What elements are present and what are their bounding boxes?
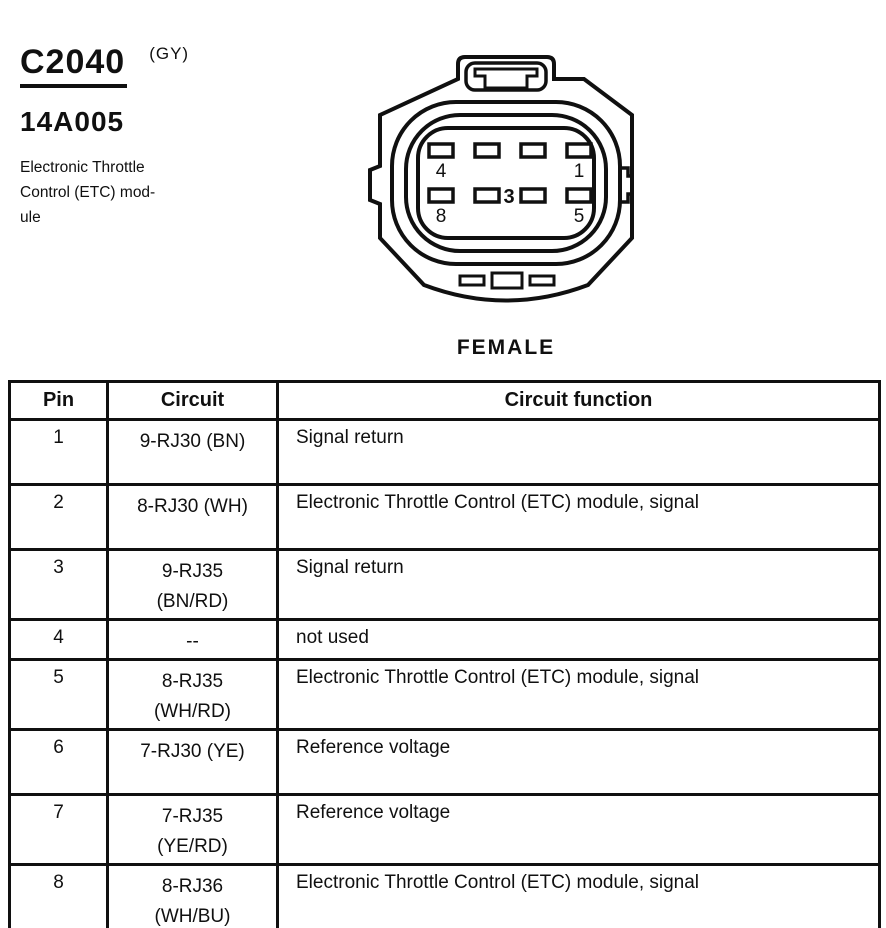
circuit-function-cell	[278, 485, 880, 550]
bottom-index-slot-right	[530, 276, 554, 285]
circuit-function-text: not used	[296, 627, 369, 648]
connector-id: C2040	[20, 45, 127, 88]
pin-number-cell	[10, 550, 108, 620]
table-row	[10, 795, 880, 865]
description-line: ule	[20, 209, 41, 226]
bottom-index-slot-left	[460, 276, 484, 285]
circuit-cell	[108, 550, 278, 620]
pin-3-slot	[475, 144, 499, 157]
part-number: 14A005	[20, 106, 125, 137]
bottom-index-slot-center	[492, 273, 522, 288]
circuit-function-column-header: Circuit function	[278, 382, 880, 420]
pin-7-slot	[475, 189, 499, 202]
circuit-code: 8-RJ35	[161, 671, 224, 692]
pin-number-8: 8	[435, 206, 447, 227]
pin-number-4: 4	[435, 161, 447, 182]
circuit-cell	[108, 865, 278, 928]
pin-number-cell	[10, 730, 108, 795]
description-line: Electronic Throttle	[20, 159, 145, 176]
circuit-function-text: Electronic Throttle Control (ETC) module, signal	[296, 872, 700, 893]
circuit-wire-color: (BN/RD)	[156, 591, 229, 612]
circuit-wire-color: (WH/BU)	[154, 906, 231, 927]
circuit-cell	[108, 730, 278, 795]
pin-2-slot	[521, 144, 545, 157]
pinout-table	[8, 380, 881, 928]
circuit-function-cell	[278, 550, 880, 620]
pin-number-3: 3	[503, 186, 515, 208]
pin-number-value: 6	[53, 737, 64, 758]
circuit-function-cell	[278, 795, 880, 865]
circuit-cell	[108, 485, 278, 550]
circuit-function-cell	[278, 420, 880, 485]
circuit-wire-color: (YE/RD)	[157, 836, 228, 857]
pin-number-value: 2	[53, 492, 64, 513]
pin-4-slot	[429, 144, 453, 157]
description-line: Control (ETC) mod-	[20, 184, 156, 201]
table-row	[10, 550, 880, 620]
pin-number-cell	[10, 420, 108, 485]
pin-1-slot	[567, 144, 591, 157]
circuit-function-text: Reference voltage	[296, 737, 451, 758]
circuit-function-text: Signal return	[296, 557, 404, 578]
circuit-wire-color: (WH/RD)	[153, 701, 232, 722]
circuit-code: --	[186, 631, 199, 652]
circuit-cell	[108, 660, 278, 730]
pin-number-value: 3	[53, 557, 64, 578]
pin-column-header: Pin	[10, 382, 108, 420]
pin-table-body	[10, 420, 880, 928]
pin-number-cell	[10, 795, 108, 865]
pin-number-value: 4	[53, 627, 64, 648]
table-row	[10, 420, 880, 485]
pinout-table-head	[10, 382, 880, 420]
circuit-function-text: Reference voltage	[296, 802, 451, 823]
pin-number-value: 8	[53, 872, 64, 893]
table-row	[10, 660, 880, 730]
circuit-code: 7-RJ30 (YE)	[140, 741, 245, 762]
pin-6-slot	[521, 189, 545, 202]
pin-number-value: 5	[53, 667, 64, 688]
circuit-code: 8-RJ36	[161, 876, 224, 897]
circuit-function-cell	[278, 620, 880, 660]
pin-number-value: 7	[53, 802, 64, 823]
table-row	[10, 620, 880, 660]
circuit-function-text: Electronic Throttle Control (ETC) module, signal	[296, 667, 700, 688]
pin-number-cell	[10, 620, 108, 660]
pin-number-value: 1	[53, 427, 64, 448]
circuit-code: 9-RJ30 (BN)	[139, 431, 246, 452]
circuit-function-text: Electronic Throttle Control (ETC) module, signal	[296, 492, 700, 513]
pin-8-slot	[429, 189, 453, 202]
pin-number-cell	[10, 485, 108, 550]
circuit-code: 9-RJ35	[161, 561, 224, 582]
pin-number-cell	[10, 660, 108, 730]
pin-number-5: 5	[573, 206, 585, 227]
header-row	[10, 382, 880, 420]
circuit-column-header: Circuit	[108, 382, 278, 420]
pin-number-cell	[10, 865, 108, 928]
circuit-code: 8-RJ30 (WH)	[137, 496, 248, 517]
connector-header	[20, 44, 189, 88]
connector-color-code: (GY)	[149, 44, 190, 63]
connector-gender-label: FEMALE	[456, 336, 556, 359]
table-row	[10, 485, 880, 550]
connector-face-diagram	[356, 48, 656, 336]
circuit-function-cell	[278, 865, 880, 928]
circuit-cell	[108, 795, 278, 865]
circuit-code: 7-RJ35	[161, 806, 224, 827]
circuit-cell	[108, 420, 278, 485]
circuit-function-cell	[278, 660, 880, 730]
circuit-function-text: Signal return	[296, 427, 404, 448]
component-description	[20, 155, 155, 230]
table-row	[10, 865, 880, 928]
circuit-cell	[108, 620, 278, 660]
pin-number-1: 1	[573, 161, 585, 182]
pin-5-slot	[567, 189, 591, 202]
circuit-function-cell	[278, 730, 880, 795]
table-row	[10, 730, 880, 795]
